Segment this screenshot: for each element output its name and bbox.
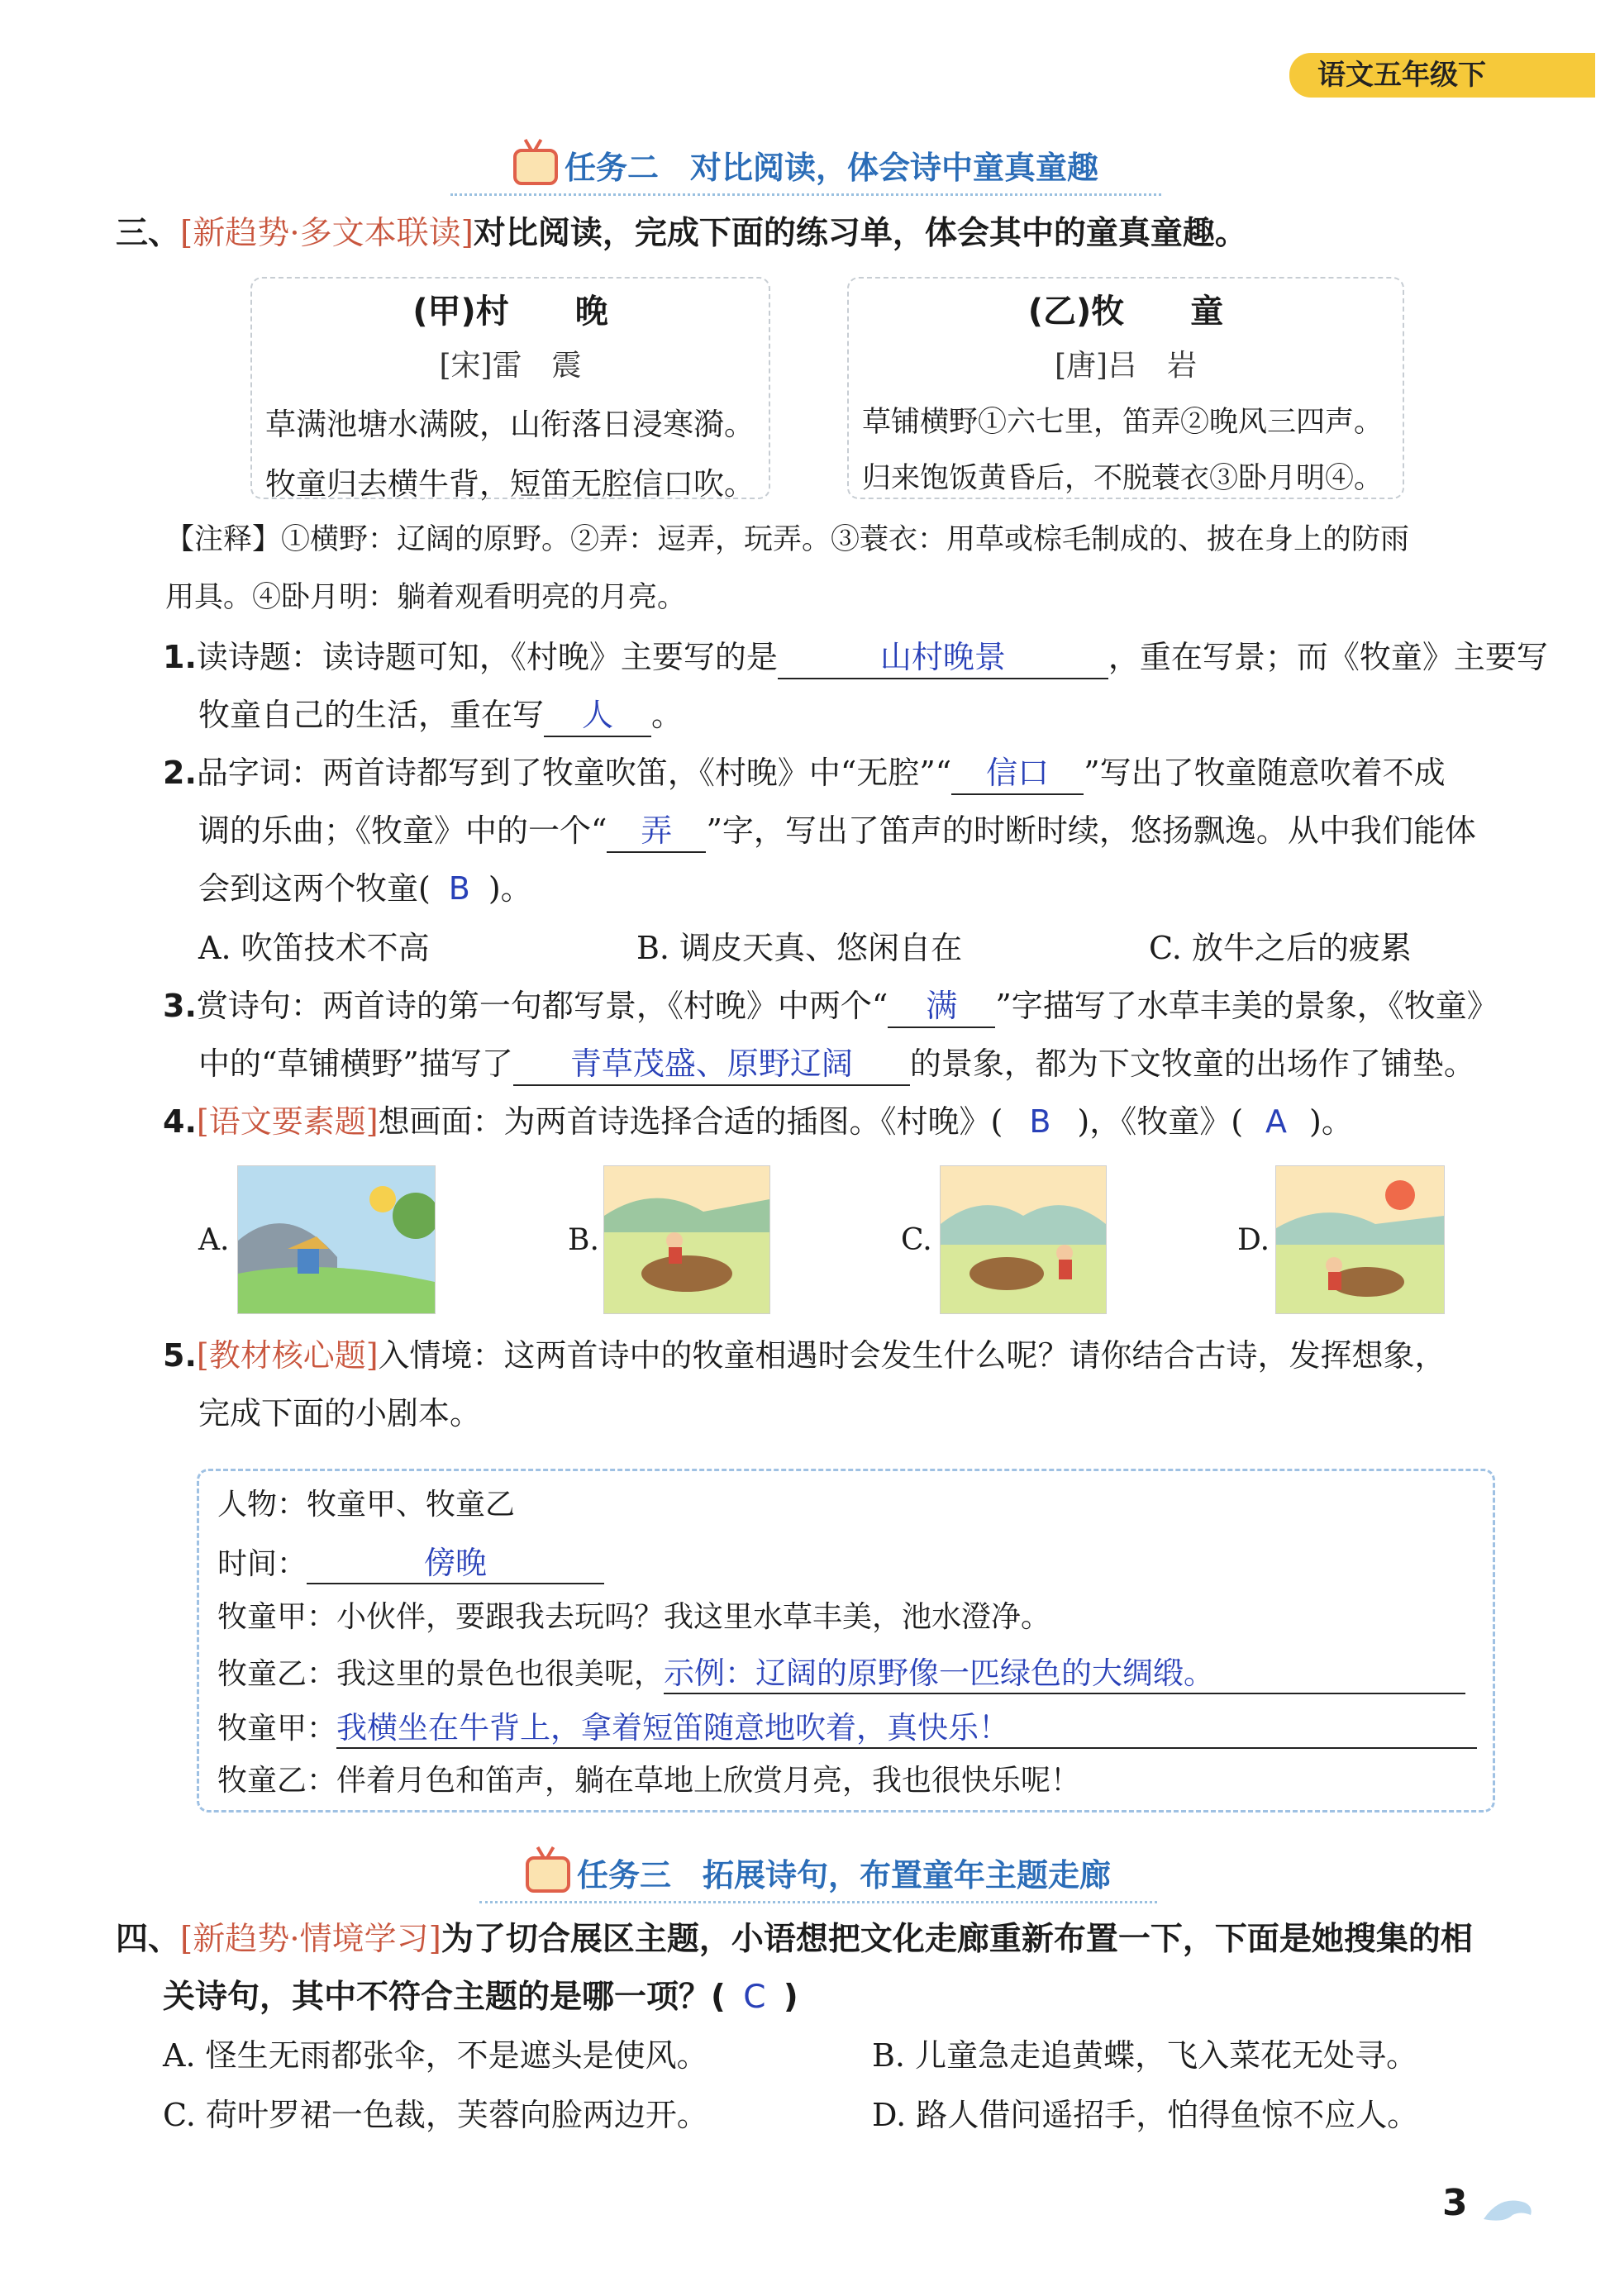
- poem-b-line2: 归来饱饭黄昏后，不脱蓑衣③卧月明④。: [862, 462, 1384, 495]
- item5-line2: 完成下面的小剧本。: [198, 1395, 482, 1431]
- item4-answer1: B: [1029, 1103, 1051, 1140]
- tv-icon: [526, 1856, 570, 1893]
- poem-b-line1: 草铺横野①六七里，笛弄②晚风三四声。: [862, 406, 1384, 439]
- script-line4-answer: 示例：辽阔的原野像一匹绿色的大绸缎。: [664, 1648, 1465, 1694]
- poem-b-author: [唐]吕 岩: [1054, 349, 1198, 383]
- script-line4: [217, 1648, 1465, 1694]
- poem-a-line1: 草满池塘水满陂，山衔落日浸寒漪。: [265, 407, 755, 442]
- picture-b[interactable]: [603, 1165, 770, 1314]
- task2-title: 任务二 对比阅读，体会诗中童真童趣: [564, 150, 1098, 186]
- item5-text-a: 入情境：这两首诗中的牧童相遇时会发生什么呢？请你结合古诗，发挥想象，: [378, 1337, 1446, 1374]
- q4-text-b: 关诗句，其中不符合主题的是哪一项？(: [163, 1979, 726, 2016]
- item2-text-f: )。: [488, 870, 532, 907]
- item2-option-b: B. 调皮天真、悠闲自在: [636, 930, 963, 966]
- tv-icon: [513, 149, 558, 185]
- script-time: [217, 1537, 604, 1584]
- item3-answer2: 青草茂盛、原野辽阔: [513, 1043, 910, 1086]
- picture-a[interactable]: [237, 1165, 436, 1314]
- q3-tag: [新趋势·多文本联读]: [180, 215, 474, 252]
- pic-label-a: A.: [198, 1223, 230, 1257]
- item2-line1: [163, 752, 1446, 795]
- item3-text-b: ”字描写了水草丰美的景象，《牧童》: [995, 988, 1498, 1024]
- item4-text-c: )。: [1309, 1103, 1353, 1140]
- q3-prompt: [116, 213, 1247, 255]
- item4-text-b: )，《牧童》(: [1077, 1103, 1244, 1140]
- page-number: 3: [1442, 2182, 1468, 2224]
- poem-a-author: [宋]雷 震: [439, 349, 582, 383]
- q4-answer: C: [743, 1979, 766, 2016]
- script-line5-label: 牧童甲：: [217, 1712, 337, 1746]
- item3-num: 3.: [163, 988, 197, 1024]
- poem-a-box: [250, 277, 770, 502]
- item2-text-b: ”写出了牧童随意吹着不成: [1084, 755, 1446, 791]
- item1-answer1: 山村晚景: [778, 636, 1108, 679]
- script-box: [197, 1469, 1495, 1813]
- poem-a-line2: 牧童归去横牛背，短笛无腔信口吹。: [265, 466, 755, 502]
- item5-num: 5.: [163, 1337, 197, 1374]
- q4-option-d: D. 路人借问遥招手，怕得鱼惊不应人。: [872, 2097, 1419, 2133]
- q4-option-c: C. 荷叶罗裙一色裁，芙蓉向脸两边开。: [163, 2097, 708, 2133]
- q3-text: 对比阅读，完成下面的练习单，体会其中的童真童趣。: [473, 215, 1247, 252]
- script-line5: [217, 1703, 1477, 1749]
- item4-line1: [163, 1101, 1353, 1142]
- q4-option-a: A. 怪生无雨都张伞，不是遮头是使风。: [163, 2037, 708, 2074]
- script-line6: 牧童乙：伴着月色和笛声，躺在草地上欣赏月亮，我也很快乐呢！: [217, 1764, 1081, 1798]
- script-line5-answer: 我横坐在牛背上，拿着短笛随意地吹着，真快乐！: [336, 1703, 1477, 1749]
- script-roles: 人物：牧童甲、牧童乙: [217, 1488, 516, 1522]
- item1-text-c: 牧童自己的生活，重在写: [198, 697, 545, 733]
- item1-line2: [198, 694, 683, 737]
- item2-text-d: ”字，写出了笛声的时断时续，悠扬飘逸。从中我们能体: [706, 812, 1476, 849]
- q3-num: 三、: [116, 215, 181, 252]
- task2-header: [450, 142, 1161, 196]
- pic-label-b: B.: [568, 1223, 599, 1257]
- poem-b-box: [847, 277, 1404, 499]
- item2-line3: [198, 868, 532, 909]
- script-line3: 牧童甲：小伙伴，要跟我去玩吗？我这里水草丰美，池水澄净。: [217, 1600, 1051, 1634]
- item1-line1: [163, 636, 1548, 679]
- item5-line1: [163, 1335, 1446, 1376]
- q4-tag: [新趋势·情境学习]: [180, 1921, 441, 1958]
- item2-num: 2.: [163, 755, 197, 791]
- script-time-label: 时间：: [217, 1547, 307, 1581]
- item3-line2: [198, 1043, 1475, 1086]
- script-time-answer: 傍晚: [307, 1537, 604, 1584]
- item2-answer2: 弄: [607, 810, 706, 853]
- note-line1: 【注释】①横野：辽阔的原野。②弄：逗弄，玩弄。③蓑衣：用草或棕毛制成的、披在身上的防雨: [165, 523, 1410, 556]
- item1-text-b: ，重在写景；而《牧童》主要写: [1108, 639, 1548, 675]
- pic-label-d: D.: [1237, 1223, 1270, 1257]
- item2-option-a: A. 吹笛技术不高: [198, 930, 430, 966]
- item5-tag: [教材核心题]: [196, 1337, 379, 1374]
- q4-line2: [163, 1977, 798, 2018]
- item2-text-c: 调的乐曲；《牧童》中的一个“: [198, 812, 607, 849]
- script-line4-label: 牧童乙：我这里的景色也很美呢，: [217, 1657, 665, 1691]
- poem-b-title: (乙)牧 童: [1027, 293, 1224, 331]
- grade-badge: 语文五年级下: [1289, 53, 1595, 98]
- item4-text-a: 想画面：为两首诗选择合适的插图。《村晚》(: [378, 1103, 1003, 1140]
- picture-d[interactable]: [1275, 1165, 1445, 1314]
- item2-answer1: 信口: [951, 752, 1084, 795]
- note-line2: 用具。④卧月明：躺着观看明亮的月亮。: [165, 581, 687, 614]
- q4-text-c: ): [783, 1979, 798, 2016]
- item1-num: 1.: [163, 639, 197, 675]
- item3-text-a: 赏诗句：两首诗的第一句都写景，《村晚》中两个“: [196, 988, 888, 1024]
- item1-answer2: 人: [544, 694, 651, 737]
- item2-text-e: 会到这两个牧童(: [198, 870, 431, 907]
- poem-a-title: (甲)村 晚: [412, 293, 608, 331]
- task3-header: [479, 1850, 1157, 1903]
- pic-label-c: C.: [901, 1223, 932, 1257]
- q4-line1: [116, 1919, 1473, 1960]
- item2-option-c: C. 放牛之后的疲累: [1149, 930, 1412, 966]
- item3-answer1: 满: [888, 985, 995, 1028]
- item2-line2: [198, 810, 1476, 853]
- picture-c[interactable]: [940, 1165, 1107, 1314]
- item1-text-d: 。: [651, 697, 684, 733]
- item1-text-a: 读诗题：读诗题可知，《村晚》主要写的是: [196, 639, 778, 675]
- q4-num: 四、: [116, 1921, 181, 1958]
- item4-answer2: A: [1265, 1103, 1288, 1140]
- item4-num: 4.: [163, 1103, 197, 1140]
- item2-answer3: B: [448, 870, 470, 907]
- dolphin-icon: [1479, 2190, 1537, 2235]
- item3-text-c: 中的“草铺横野”描写了: [198, 1046, 513, 1082]
- item3-text-d: 的景象，都为下文牧童的出场作了铺垫。: [909, 1046, 1475, 1082]
- task3-title: 任务三 拓展诗句，布置童年主题走廊: [576, 1857, 1111, 1893]
- q4-text-a: 为了切合展区主题，小语想把文化走廊重新布置一下，下面是她搜集的相: [441, 1921, 1473, 1958]
- item4-tag: [语文要素题]: [196, 1103, 379, 1140]
- item3-line1: [163, 985, 1498, 1028]
- item2-text-a: 品字词：两首诗都写到了牧童吹笛，《村晚》中“无腔”“: [196, 755, 952, 791]
- q4-option-b: B. 儿童急走追黄蝶，飞入菜花无处寻。: [872, 2037, 1418, 2074]
